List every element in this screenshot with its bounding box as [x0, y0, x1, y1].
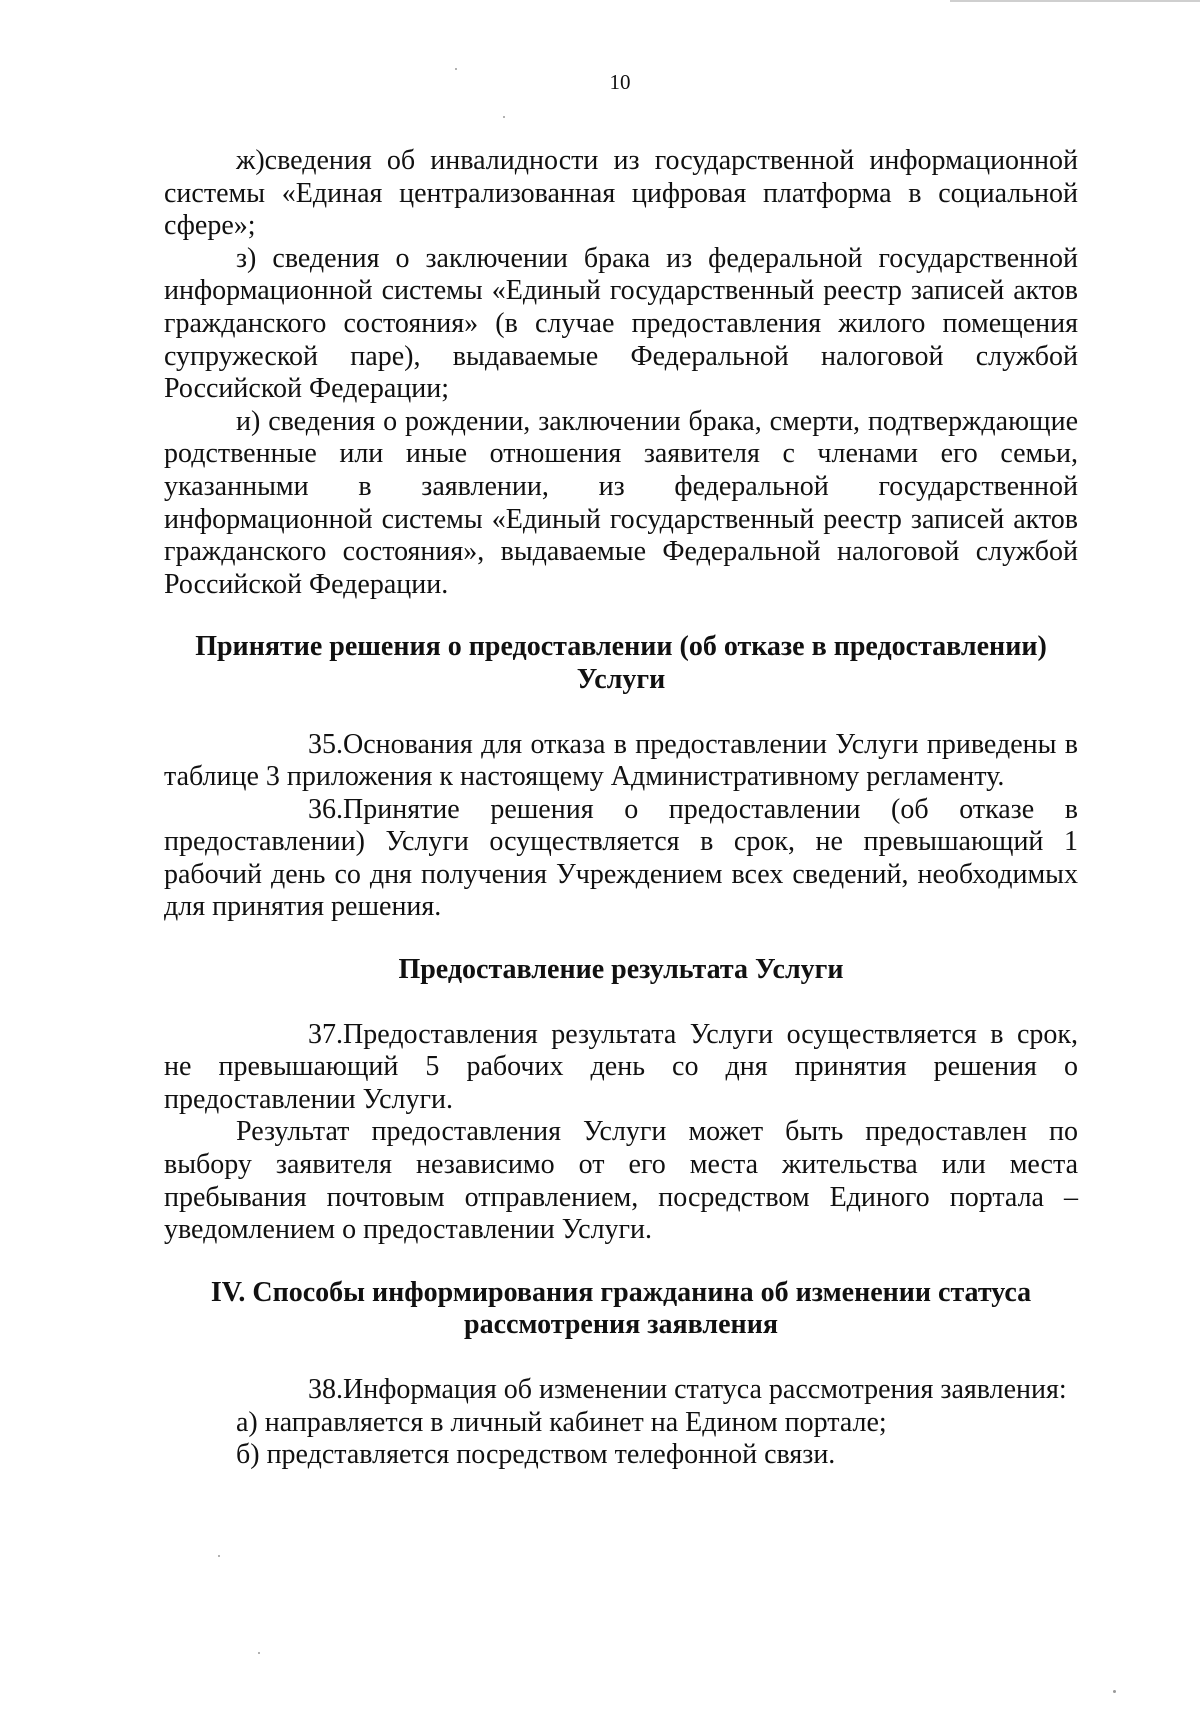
paragraph-text: Информация об изменении статуса рассмотрения заявления:	[343, 1374, 1067, 1405]
scan-speck	[218, 1555, 220, 1557]
spacer	[164, 1247, 1078, 1277]
scan-edge-line	[950, 0, 1200, 2]
heading-line: Принятие решения о предоставлении (об отказе в предоставлении)	[195, 631, 1047, 663]
paragraph-marriage-info: з) сведения о заключении брака из федеральной государственной информационной системы «Единый государственный реестр записей актов гражданского состояния» (в случае предоставления жилого помещения супружеской паре), выдаваемые Федеральной налоговой службой Российской Федерации;	[164, 242, 1078, 405]
paragraph-35	[164, 729, 1078, 794]
section-heading-decision	[164, 631, 1078, 696]
paragraph-result-delivery: Результат предоставления Услуги может быть предоставлен по выбору заявителя независимо от его места жительства или места пребывания почтовым отправлением, посредством Единого портала – уведомлением о предоставлении Услуги.	[164, 1116, 1078, 1246]
spacer	[164, 1342, 1078, 1374]
heading-line: IV. Способы информирования гражданина об изменении статуса	[210, 1276, 1032, 1308]
paragraph-text: Принятие решения о предоставлении (об отказе в предоставлении) Услуги осуществляется в срок, не превышающий 1 рабочий день со дня получения Учреждением всех сведений, необходимых для принятия решения.	[164, 793, 1078, 923]
section-heading-result	[164, 954, 1078, 987]
list-item-b: б) представляется посредством телефонной связи.	[236, 1439, 836, 1471]
document-body	[164, 145, 1078, 1472]
paragraph-number: 35.	[308, 728, 343, 760]
scan-speck	[503, 116, 505, 118]
page-number: 10	[609, 70, 631, 94]
spacer	[164, 987, 1078, 1019]
paragraph-number: 36.	[308, 793, 343, 825]
heading-line: рассмотрения заявления	[464, 1309, 778, 1341]
spacer	[164, 601, 1078, 631]
scan-speck	[258, 1652, 260, 1654]
spacer	[164, 924, 1078, 954]
paragraph-civil-status-info: и) сведения о рождении, заключении брака, смерти, подтверждающие родственные или иные отношения заявителя с членами его семьи, указанными в заявлении, из федеральной государственной информационной системы «Единый государственный реестр записей актов гражданского состояния», выдаваемые Федеральной налоговой службой Российской Федерации.	[164, 405, 1078, 600]
paragraph-number: 37.	[308, 1018, 343, 1050]
paragraph-37	[164, 1019, 1078, 1117]
section-heading-iv	[164, 1277, 1078, 1342]
paragraph-number: 38.	[308, 1374, 343, 1405]
paragraph-38	[164, 1374, 1078, 1407]
heading-line: Услуги	[576, 663, 666, 695]
paragraph-text: Предоставления результата Услуги осуществляется в срок, не превышающий 5 рабочих день со дня принятия решения о предоставлении Услуги.	[164, 1018, 1078, 1115]
spacer	[164, 697, 1078, 729]
heading-line: Предоставление результата Услуги	[398, 954, 844, 986]
paragraph-text: Основания для отказа в предоставлении Услуги приведены в таблице 3 приложения к настоящему Административному регламенту.	[164, 728, 1078, 793]
list-item-a: а) направляется в личный кабинет на Едином портале;	[236, 1406, 887, 1438]
paragraph-disability-info: ж)сведения об инвалидности из государственной информационной системы «Единая централизованная цифровая платформа в социальной сфере»;	[164, 145, 1078, 242]
scan-speck	[1113, 1690, 1116, 1693]
scan-speck	[455, 68, 457, 70]
paragraph-36	[164, 794, 1078, 924]
